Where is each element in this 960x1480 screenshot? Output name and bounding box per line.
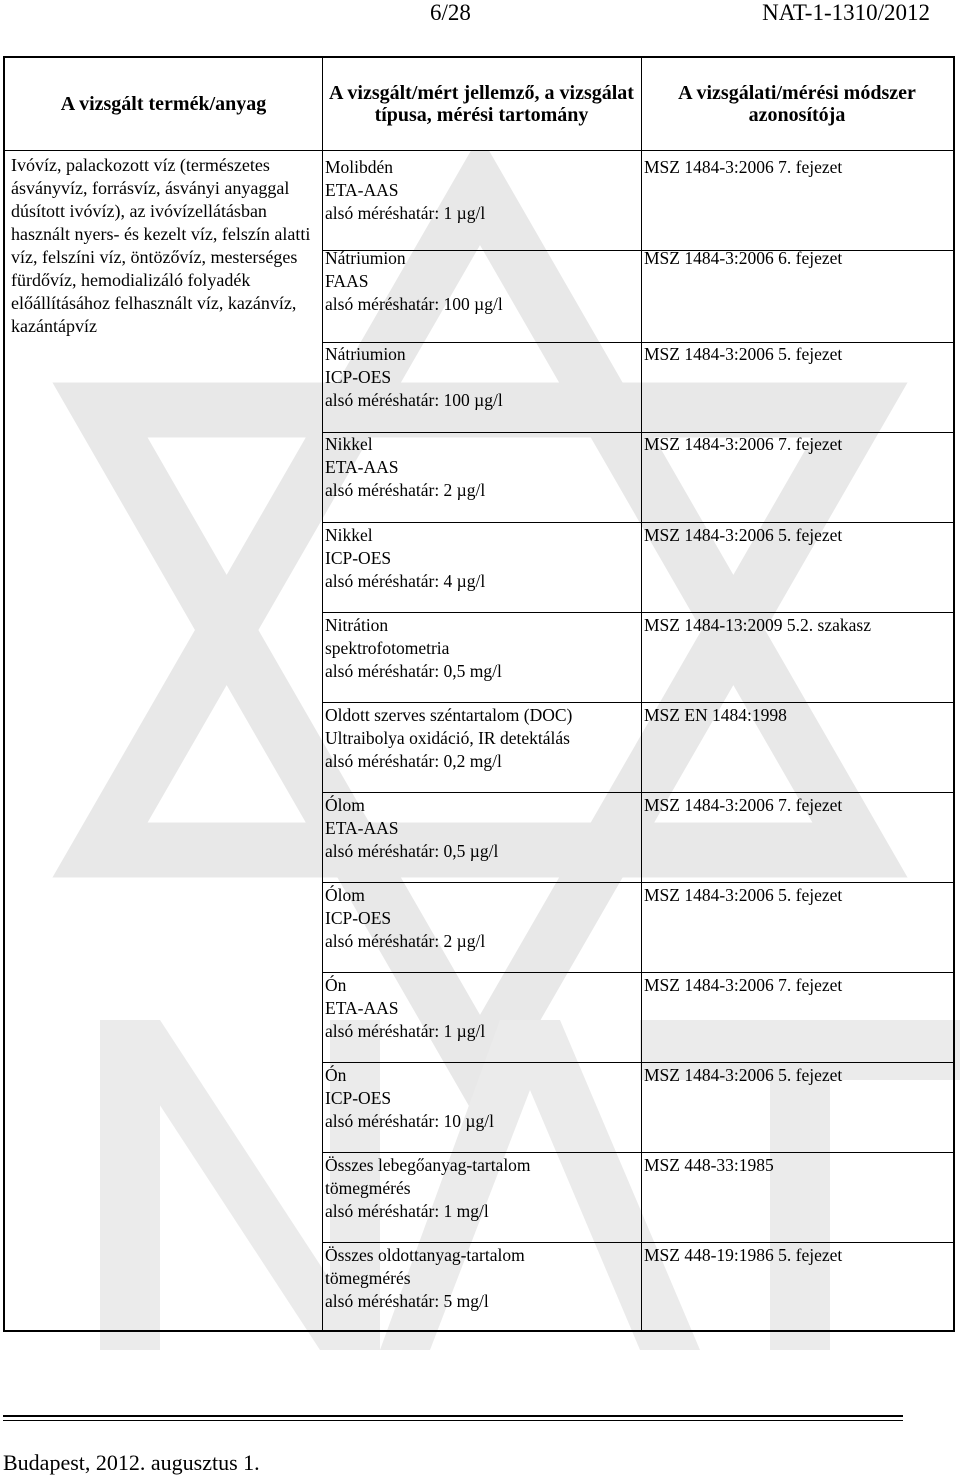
detection-limit: alsó méréshatár: 0,5 µg/l [325,841,499,861]
analyte: Nikkel [325,525,373,545]
table-row-characteristic [325,1154,631,1223]
technique: ETA-AAS [325,818,399,838]
row-divider [322,1062,953,1063]
detection-limit: alsó méréshatár: 1 µg/l [325,203,486,223]
header-method: A vizsgálati/mérési módszer azonosítója [678,82,916,126]
table-row-method: MSZ 1484-3:2006 5. fejezet [644,885,843,905]
detection-limit: alsó méréshatár: 100 µg/l [325,294,503,314]
analyte: Nátriumion [325,248,406,268]
row-divider [322,522,953,523]
product-description: Ivóvíz, palackozott víz (természetes ásványvíz, forrásvíz, ásványi anyaggal dúsított ivóvíz), az ivóvízellátásban használt nyers- és kezelt víz, felszín alatti víz, felszíni víz, öntözővíz, mesterséges fürdővíz, hemodializáló folyadék előállításához felhasznált víz, kazánvíz, kazántápvíz [11,155,311,336]
table-row-characteristic [325,247,631,316]
detection-limit: alsó méréshatár: 1 µg/l [325,1021,486,1041]
analyte: Oldott szerves széntartalom (DOC) [325,705,573,725]
detection-limit: alsó méréshatár: 4 µg/l [325,571,486,591]
technique: tömegmérés [325,1268,411,1288]
analyte: Ólom [325,795,365,815]
detection-limit: alsó méréshatár: 0,5 mg/l [325,661,502,681]
table-row-method: MSZ 448-33:1985 [644,1155,774,1175]
footer-rule [3,1415,903,1417]
detection-limit: alsó méréshatár: 1 mg/l [325,1201,489,1221]
page-number: 6/28 [430,0,471,25]
technique: spektrofotometria [325,638,450,658]
table-row-method: MSZ 1484-3:2006 7. fejezet [644,975,843,995]
table-row-characteristic [325,343,631,412]
analyte: Összes lebegőanyag-tartalom [325,1155,531,1175]
table-row-characteristic [325,974,631,1043]
technique: FAAS [325,271,369,291]
detection-limit: alsó méréshatár: 0,2 mg/l [325,751,502,771]
header-divider [5,150,953,151]
row-divider [322,972,953,973]
technique: ETA-AAS [325,998,399,1018]
table-row-method: MSZ 1484-3:2006 7. fejezet [644,434,843,454]
table-row-characteristic [325,156,631,225]
table-row-characteristic [325,794,631,863]
analyte: Ólom [325,885,365,905]
table-row-characteristic [325,704,631,773]
table-row-method: MSZ 1484-3:2006 7. fejezet [644,157,843,177]
technique: ETA-AAS [325,180,399,200]
table-row-characteristic [325,1244,631,1313]
row-divider [322,612,953,613]
header-characteristic: A vizsgált/mért jellemző, a vizsgálat típusa, mérési tartomány [329,82,634,126]
table-row-method: MSZ 1484-13:2009 5.2. szakasz [644,615,871,635]
table-row-method: MSZ 1484-3:2006 6. fejezet [644,248,843,268]
page-header [0,0,960,30]
table-row-method: MSZ 448-19:1986 5. fejezet [644,1245,843,1265]
table-row-characteristic [325,614,631,683]
detection-limit: alsó méréshatár: 2 µg/l [325,931,486,951]
table-row-characteristic [325,1064,631,1133]
technique: ICP-OES [325,1088,392,1108]
row-divider [322,702,953,703]
row-divider [322,1242,953,1243]
row-divider [322,792,953,793]
footer-date: Budapest, 2012. augusztus 1. [3,1450,260,1475]
table-row-characteristic [325,884,631,953]
detection-limit: alsó méréshatár: 100 µg/l [325,390,503,410]
table-row-characteristic [325,524,631,593]
document-id: NAT-1-1310/2012 [762,0,930,25]
table-row-method: MSZ 1484-3:2006 5. fejezet [644,525,843,545]
technique: ICP-OES [325,908,392,928]
row-divider [322,1152,953,1153]
column-divider [641,58,642,1330]
table-row-method: MSZ 1484-3:2006 5. fejezet [644,1065,843,1085]
footer-rule [3,1420,903,1421]
table-row-method: MSZ 1484-3:2006 5. fejezet [644,344,843,364]
technique: ETA-AAS [325,457,399,477]
analyte: Ón [325,975,347,995]
analyte: Nátriumion [325,344,406,364]
analyte: Molibdén [325,157,394,177]
table-row-characteristic [325,433,631,502]
table-row-method: MSZ EN 1484:1998 [644,705,787,725]
detection-limit: alsó méréshatár: 10 µg/l [325,1111,494,1131]
analyte: Nikkel [325,434,373,454]
header-product: A vizsgált termék/anyag [60,93,267,115]
analyte: Nitrátion [325,615,389,635]
analyte: Összes oldottanyag-tartalom [325,1245,525,1265]
table-row-method: MSZ 1484-3:2006 7. fejezet [644,795,843,815]
analyte: Ón [325,1065,347,1085]
detection-limit: alsó méréshatár: 5 mg/l [325,1291,489,1311]
technique: tömegmérés [325,1178,411,1198]
technique: Ultraibolya oxidáció, IR detektálás [325,728,570,748]
row-divider [322,882,953,883]
technique: ICP-OES [325,548,392,568]
technique: ICP-OES [325,367,392,387]
detection-limit: alsó méréshatár: 2 µg/l [325,480,486,500]
column-divider [322,58,323,1330]
